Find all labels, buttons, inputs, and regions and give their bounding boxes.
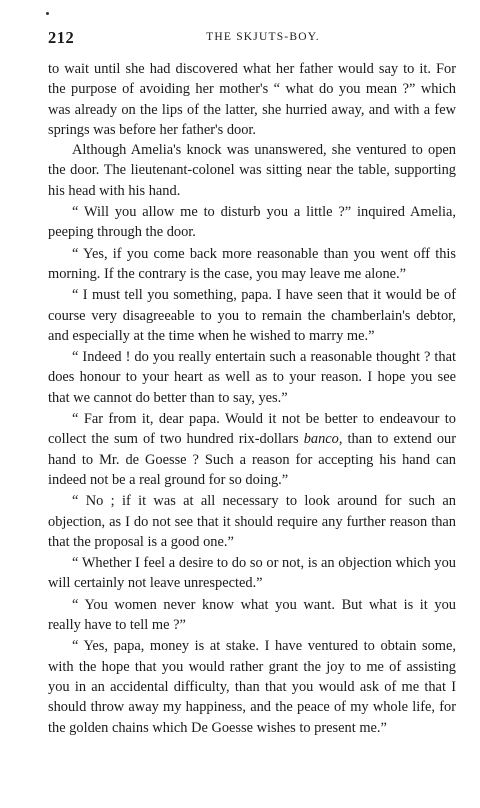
paragraph: “ Yes, if you come back more reasonable than you went off this morning. If the contrary is the case, you may leave me alone.” [48, 245, 456, 282]
print-speck [46, 12, 49, 15]
paragraph: Although Amelia's knock was unanswered, she ventured to open the door. The lieutenant-colonel was sitting near the table, supporting his head with his hand. [48, 142, 456, 199]
paragraph-text: “ Far from it, dear papa. Would it not be better to endeavour to collect the sum of two hundred rix-dollars [48, 411, 456, 448]
page-header [48, 28, 454, 50]
body-text [48, 59, 456, 738]
paragraph [48, 409, 456, 490]
paragraph: “ Will you allow me to disturb you a little ?” inquired Amelia, peeping through the door. [48, 204, 456, 241]
paragraph-text: , than to extend our hand to Mr. de Goesse ? Such a reason for accepting his hand can indeed not be a real ground for so doing.” [48, 431, 457, 488]
running-title: THE SKJUTS-BOY. [206, 31, 320, 43]
paragraph: “ Yes, papa, money is at stake. I have ventured to obtain some, with the hope that you would rather grant the joy to me of assisting you in an accidental difficulty, than that you would ask of me that I should throw away my happiness, and the peace of my whole life, for the golden chains which De Goesse wishes to present me.” [48, 638, 456, 736]
paragraph: “ No ; if it was at all necessary to look around for such an objection, as I do not see that it should require any further reason than that the proposal is a good one.” [48, 493, 456, 550]
italic-word: banco [303, 431, 339, 448]
page-number: 212 [48, 28, 75, 47]
paragraph: “ Whether I feel a desire to do so or not, is an objection which you will certainly not leave unrespected.” [48, 555, 456, 592]
paragraph-continuation: to wait until she had discovered what her father would say to it. For the purpose of avoiding her mother's “ what do you mean ?” which was already on the lips of the latter, she hurried away, and with a few springs was before her father's door. [48, 61, 456, 138]
paragraph: “ You women never know what you want. But what is it you really have to tell me ?” [48, 596, 456, 634]
paragraph: “ Indeed ! do you really entertain such a reasonable thought ? that does honour to your heart as well as to your reason. I hope you see that we cannot do better than to say, yes.” [48, 349, 456, 406]
paragraph: “ I must tell you something, papa. I have seen that it would be of course very disagreeable to you to remain the chamberlain's debtor, and especially at the time when he wished to marry me.” [48, 287, 456, 344]
